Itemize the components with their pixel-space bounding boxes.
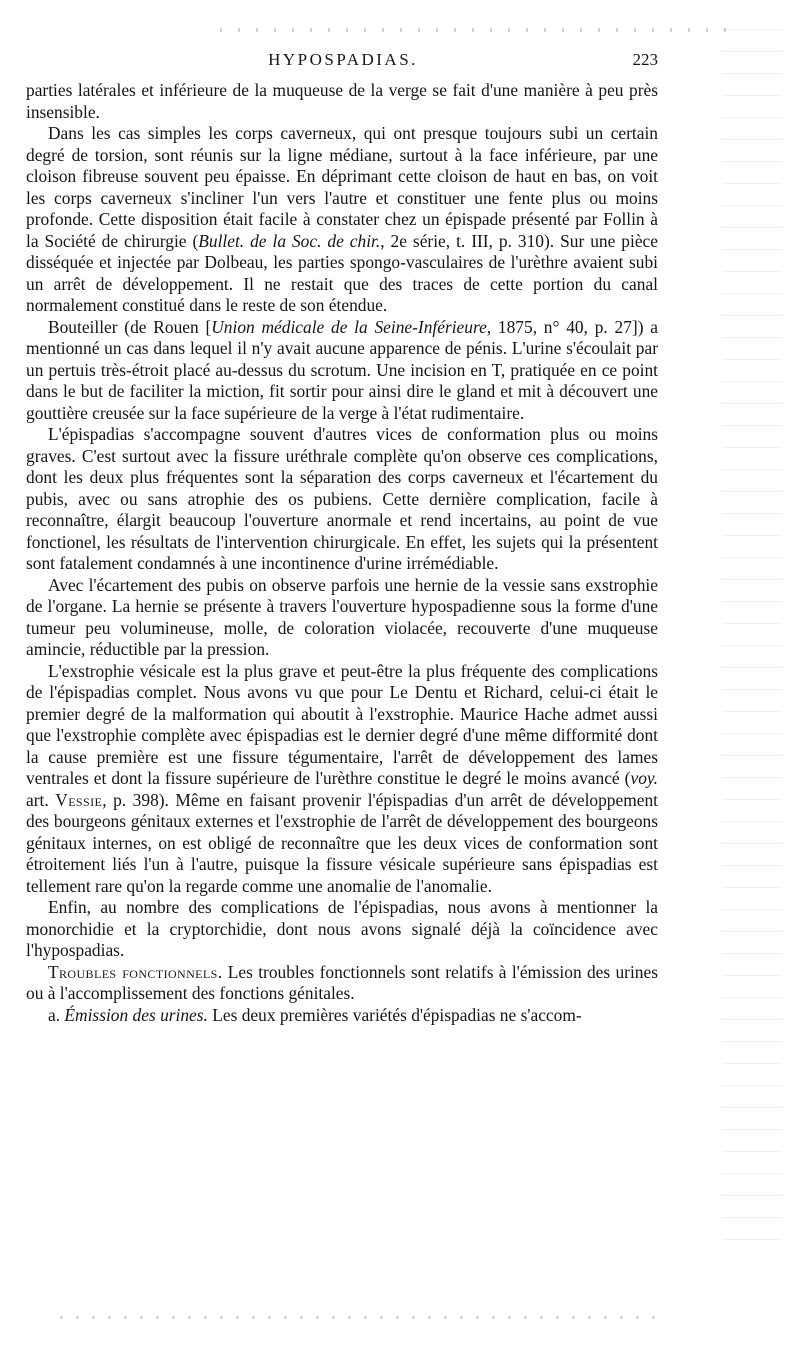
paragraph bbox=[26, 962, 658, 1005]
text-run: art. bbox=[26, 789, 56, 810]
paragraph bbox=[26, 317, 658, 425]
small-caps-run: Vessie bbox=[55, 789, 103, 810]
running-header bbox=[28, 48, 658, 74]
text-run: L'exstrophie vésicale est la plus grave et peut-être la plus fréquente des complications de l'épispadias complet. Nous avons vu que pour Le Dentu et Richard, celui-ci était le premier degré de la malformation qui aboutit à l'exstrophie. Maurice Hache admet aussi que l'exstrophie complète avec épispadias est le dernier degré d'une même difformité dont la cause première est une fissure tégumentaire, l'arrêt de développement des lames ventrales et dont la fissure supérieure de l'urèthre constitue le degré le moins avancé ( bbox=[26, 660, 658, 788]
text-run: , p. 398). Même en faisant provenir l'épispadias d'un arrêt de développement des bourgeons génitaux externes et l'exstrophie de l'arrêt de développement des bourgeons génitaux internes, on est obligé de reconnaître que les deux vices de conformation sont étroitement liés l'un à l'autre, puisque la fissure vésicale supérieure sans épispadias est tellement rare qu'on la regarde comme une anomalie de l'anomalie. bbox=[26, 789, 658, 896]
running-title: HYPOSPADIAS. bbox=[268, 50, 418, 69]
paragraph bbox=[26, 1005, 658, 1027]
text-run: Avec l'écartement des pubis on observe parfois une hernie de la vessie sans exstrophie de l'organe. La hernie se présente à travers l'ouverture hypospadienne sous la forme d'une tumeur peu volumineuse, molle, de coloration violacée, recouverte d'une muqueuse amincie, réductible par la pression. bbox=[26, 574, 658, 659]
paragraph bbox=[26, 897, 658, 962]
text-run: Les deux premières variétés d'épispadias ne s'accom- bbox=[207, 1004, 582, 1025]
italic-run: Union médicale de la Seine-Inférieure, bbox=[211, 316, 492, 337]
italic-run: Bullet. de la Soc. de chir. bbox=[198, 230, 381, 251]
text-run: Dans les cas simples les corps caverneux, qui ont presque toujours subi un certain degré de torsion, sont réunis sur la ligne médiane, surtout à la face inférieure, par une cloison fibreuse souvent peu épaisse. En déprimant cette cloison de haut en bas, on voit les corps caverneux s'incliner l'un vers l'autre et constituer une fente plus ou moins profonde. Cette disposition était facile à constater chez un épispade présenté par Follin à la Société de chirurgie ( bbox=[26, 123, 658, 251]
italic-run: voy. bbox=[630, 768, 658, 788]
paragraph bbox=[26, 661, 658, 898]
scan-artifact-top bbox=[220, 28, 740, 32]
text-run: L'épispadias s'accompagne souvent d'autres vices de conformation plus ou moins graves. C'est surtout avec la fissure uréthrale complète qu'on observe ces complications, dont les deux plus fréquentes sont la séparation des corps caverneux et l'écartement du pubis, avec ou sans atrophie des os pubiens. Cette dernière complication, facile à reconnaître, élargit beaucoup l'ouverture anormale et rend incertains, au point de vue fonctionel, les résultats de l'intervention chirurgicale. En effet, les sujets qui la présentent sont fatalement condamnés à une incontinence d'urine irrémédiable. bbox=[26, 424, 658, 573]
paragraph bbox=[26, 123, 658, 317]
page-body-text bbox=[26, 80, 658, 1026]
italic-run: Émission des urines. bbox=[64, 1004, 208, 1025]
text-run: Bouteiller (de Rouen [ bbox=[48, 316, 212, 337]
paragraph bbox=[26, 80, 658, 123]
text-run: Les troubles fonctionnels sont relatifs à l'émission des urines ou à l'accomplissement des fonctions génitales. bbox=[26, 961, 658, 1003]
text-run: parties latérales et inférieure de la muqueuse de la verge se fait d'une manière à peu près insensible. bbox=[26, 80, 658, 122]
text-run: a. bbox=[48, 1004, 65, 1025]
text-run: , 2e série, t. III, p. 310). Sur une pièce disséquée et injectée par Dolbeau, les parties spongo-vasculaires de l'urèthre avaient subi un arrêt de développement. Il ne restait que des traces de cette portion du canal normalement constitué dans le reste de son étendue. bbox=[26, 230, 658, 315]
scan-artifact-bottom bbox=[60, 1316, 660, 1319]
paragraph bbox=[26, 575, 658, 661]
small-caps-run: Troubles fonctionnels. bbox=[48, 961, 223, 982]
text-run: Enfin, au nombre des complications de l'épispadias, nous avons à mentionner la monorchidie et la cryptorchidie, dont nous avons signalé déjà la coïncidence avec l'hypospadias. bbox=[26, 897, 658, 960]
page-number: 223 bbox=[632, 50, 658, 69]
text-run: 1875, n° 40, p. 27]) a mentionné un cas dans lequel il n'y avait aucune apparence de pénis. L'urine s'écoulait par un pertuis très-étroit placé au-dessus du scrotum. Une incision en T, pratiquée en ce point dans le but de faciliter la miction, fit sortir pour ainsi dire le gland et mit à découvert une gouttière creusée sur la face supérieure de la verge à l'état rudimentaire. bbox=[26, 316, 658, 423]
scan-artifact-margin bbox=[722, 20, 782, 1260]
paragraph bbox=[26, 424, 658, 575]
